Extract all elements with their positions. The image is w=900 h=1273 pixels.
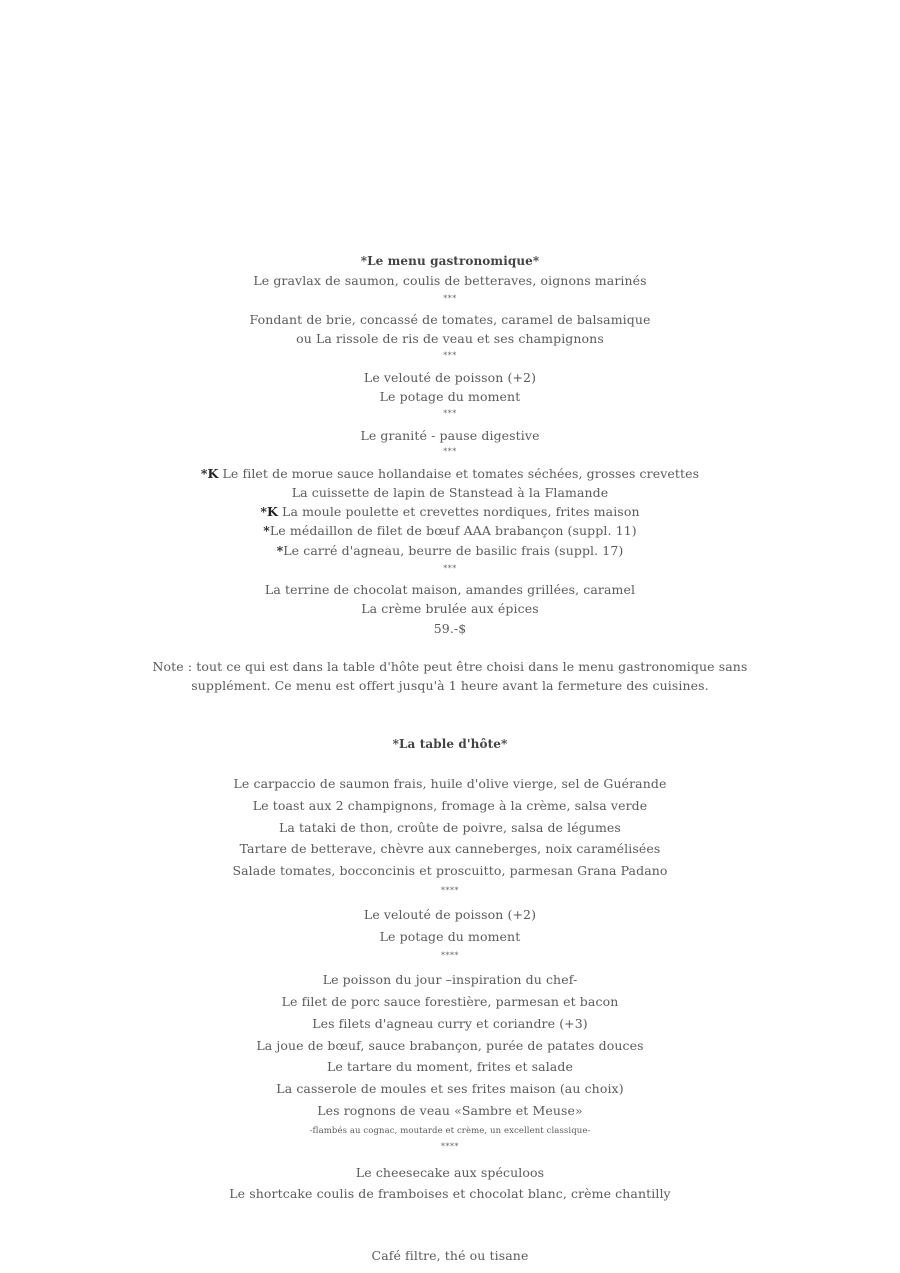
separator: ***	[443, 351, 457, 360]
gastro-soup-2: Le potage du moment	[379, 389, 521, 404]
separator: ***	[443, 409, 457, 418]
hote-soup-2: Le potage du moment	[379, 929, 521, 944]
marker: *K	[260, 504, 278, 519]
separator: ***	[443, 564, 457, 573]
gastro-starter-3: ou La rissole de ris de veau et ses champignons	[296, 331, 604, 346]
gastro-title: *Le menu gastronomique*	[360, 254, 540, 268]
marker: *	[263, 523, 270, 538]
marker: *	[276, 543, 284, 558]
hote-starter-1: Le carpaccio de saumon frais, huile d'olive vierge, sel de Guérande	[233, 776, 667, 791]
gastro-main-3: *K La moule poulette et crevettes nordiques, frites maison	[260, 504, 640, 519]
hote-title: *La table d'hôte*	[392, 737, 508, 751]
hote-dessert-1: Le cheesecake aux spéculoos	[355, 1165, 545, 1180]
marker: *K	[200, 466, 219, 481]
gastro-price: 59.-$	[433, 621, 467, 636]
separator: ***	[443, 294, 457, 303]
hote-main-1: Le poisson du jour –inspiration du chef-	[322, 972, 578, 987]
hote-main-5: Le tartare du moment, frites et salade	[327, 1059, 573, 1074]
gastro-starter-1: Le gravlax de saumon, coulis de betteraves, oignons marinés	[253, 273, 647, 288]
note-line-2: supplément. Ce menu est offert jusqu'à 1 heure avant la fermeture des cuisines.	[191, 678, 709, 693]
gastro-starter-2: Fondant de brie, concassé de tomates, caramel de balsamique	[249, 312, 651, 327]
gastro-main-4: *Le médaillon de filet de bœuf AAA brabançon (suppl. 11)	[263, 523, 637, 538]
separator: ****	[441, 951, 459, 960]
gastro-granite: Le granité - pause digestive	[360, 428, 540, 443]
hote-starter-4: Tartare de betterave, chèvre aux canneberges, noix caramélisées	[239, 841, 661, 856]
note-line-1: Note : tout ce qui est dans la table d'hôte peut être choisi dans le menu gastronomique sans	[152, 659, 748, 674]
hote-main-4: La joue de bœuf, sauce brabançon, purée de patates douces	[256, 1038, 644, 1053]
hote-starter-3: La tataki de thon, croûte de poivre, salsa de légumes	[279, 820, 621, 835]
hote-main-2: Le filet de porc sauce forestière, parmesan et bacon	[281, 994, 619, 1009]
hote-drinks: Café filtre, thé ou tisane	[371, 1248, 529, 1263]
hote-main-6: La casserole de moules et ses frites maison (au choix)	[276, 1081, 624, 1096]
hote-main-3: Les filets d'agneau curry et coriandre (+3)	[312, 1016, 588, 1031]
gastro-main-2: La cuissette de lapin de Stanstead à la Flamande	[291, 485, 609, 500]
hote-soup-1: Le velouté de poisson (+2)	[363, 907, 537, 922]
hote-main-7: Les rognons de veau «Sambre et Meuse»	[317, 1103, 583, 1118]
gastro-soup-1: Le velouté de poisson (+2)	[363, 370, 537, 385]
separator: ***	[443, 447, 457, 456]
hote-dessert-2: Le shortcake coulis de framboises et chocolat blanc, crème chantilly	[229, 1186, 671, 1201]
gastro-main-5: *Le carré d'agneau, beurre de basilic frais (suppl. 17)	[276, 543, 624, 558]
gastro-main-1: *K Le filet de morue sauce hollandaise et tomates séchées, grosses crevettes	[200, 466, 700, 481]
hote-starter-5: Salade tomates, bocconcinis et proscuitto, parmesan Grana Padano	[232, 863, 668, 878]
gastro-dessert-1: La terrine de chocolat maison, amandes grillées, caramel	[264, 582, 636, 597]
gastro-dessert-2: La crème brulée aux épices	[361, 601, 539, 616]
hote-main-7-note: -flambés au cognac, moutarde et crème, un excellent classique-	[309, 1126, 591, 1136]
separator: ****	[441, 886, 459, 895]
hote-starter-2: Le toast aux 2 champignons, fromage à la crème, salsa verde	[252, 798, 648, 813]
separator: ****	[441, 1142, 459, 1151]
